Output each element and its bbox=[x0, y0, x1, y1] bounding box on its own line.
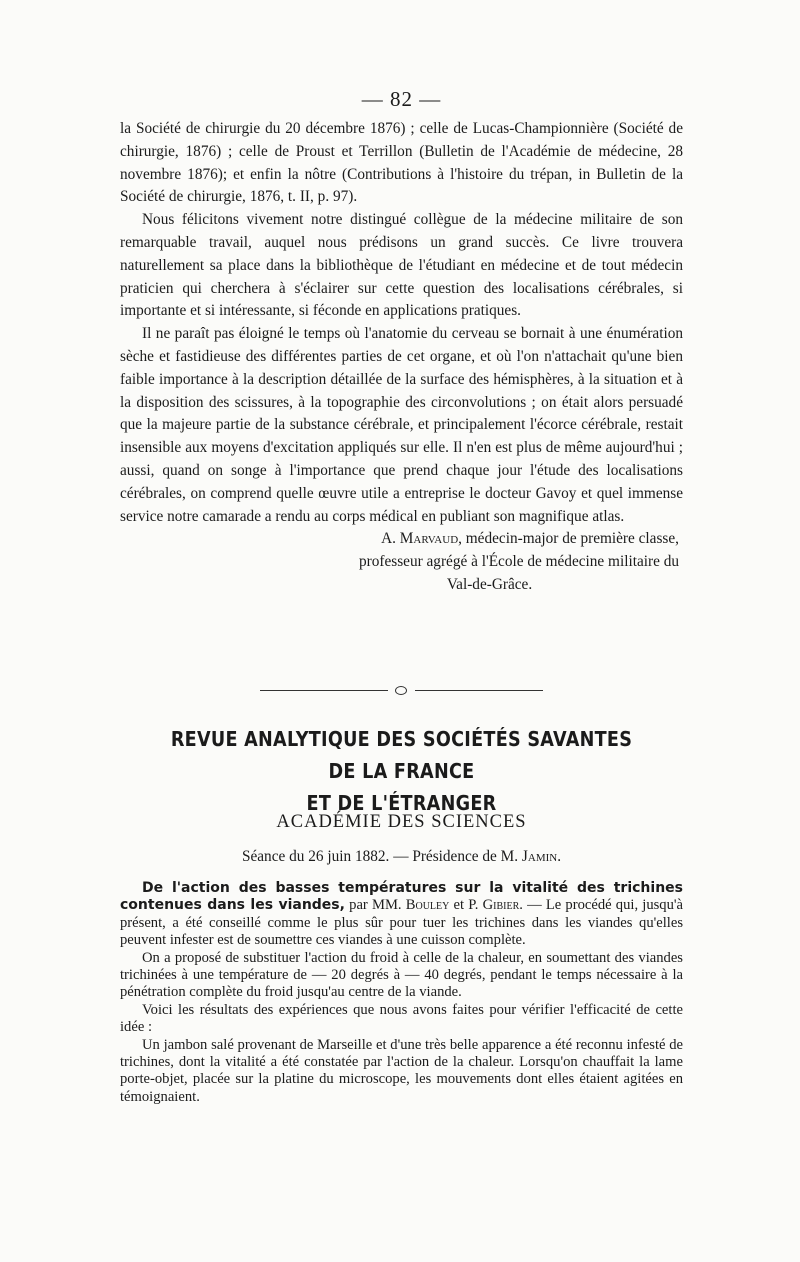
signature bbox=[120, 528, 683, 596]
paragraph: On a proposé de substituer l'action du froid à celle de la chaleur, en soumettant des viandes trichinées à une température de — 20 degrés à — 40 degrés, pendant le temps nécessaire à la pénétration complète du froid jusqu'au centre de la viande. bbox=[120, 949, 683, 1001]
president-name: Jamin. bbox=[521, 848, 562, 865]
paragraph: Voici les résultats des expériences que nous avons faites pour vérifier l'efficacité de cette idée : bbox=[120, 1001, 683, 1036]
academy-heading: ACADÉMIE DES SCIENCES bbox=[276, 812, 527, 832]
section-title: REVUE ANALYTIQUE DES SOCIÉTÉS SAVANTES DE LA FRANCE ET DE L'ÉTRANGER bbox=[170, 727, 633, 815]
paragraph: Il ne paraît pas éloigné le temps où l'anatomie du cerveau se bornait à une énumération sèche et fastidieuse des différentes parties de cet organe, et où l'on n'attachait qu'une bien faible importance à la description détaillée de la surface des hémisphères, à la situation et à la disposition des scissures, à la topographie des circonvolutions ; on était alors persuadé que la majeure partie de la substance cérébrale, et principalement l'écorce cérébrale, restait insensible aux moyens d'excitation appliqués sur elle. Il n'en est plus de même aujourd'hui ; aussi, quand on songe à l'importance que prend chaque jour l'étude des localisations cérébrales, on comprend quelle œuvre utile a entreprise le docteur Gavoy et quel immense service notre camarade a rendu au corps médical en publiant son magnifique atlas. bbox=[120, 325, 683, 525]
signature-line: Val-de-Grâce. bbox=[446, 575, 533, 593]
page-number: — 82 — bbox=[361, 87, 442, 111]
signature-line: professeur agrégé à l'École de médecine militaire du bbox=[358, 553, 679, 571]
author-name: Marvaud bbox=[399, 530, 459, 548]
session-line: Séance du 26 juin 1882. — Présidence de M. Jamin. bbox=[241, 848, 562, 865]
signature-line: A. Marvaud, médecin-major de première classe, bbox=[381, 530, 679, 548]
article-intro: De l'action des basses températures sur la vitalité des trichines contenues dans les viandes, par MM. Bouley et P. Gibier. — Le procédé qui, jusqu'à présent, a été conseillé comme le plus sûr pour tuer les trichines dans les viandes qu'elles peuvent infester est de soumettre ces viandes à une cuisson complète. bbox=[120, 880, 684, 949]
review-text bbox=[120, 118, 683, 597]
article-title: De l'action des basses températures sur la vitalité des trichines contenues dans les viandes, bbox=[120, 880, 683, 914]
article-text bbox=[120, 880, 683, 1106]
paragraph: Nous félicitons vivement notre distingué collègue de la médecine militaire de son remarquable travail, auquel nous prédisons un grand succès. Ce livre trouvera naturellement sa place dans la bibliothèque de l'étudiant en médecine et de tout médecin praticien qui cherchera à s'éclairer sur cette question des localisations cérébrales, si importante et si intéressante, si féconde en applications pratiques. bbox=[120, 211, 683, 320]
ornament-divider bbox=[260, 686, 543, 696]
paragraph: Un jambon salé provenant de Marseille et d'une très belle apparence a été reconnu infesté de trichines, dont la vitalité a été constatée par l'action de la chaleur. Lorsqu'on chauffait la lame porte-objet, placée sur la platine du microscope, les mouvements dont elles étaient agitées en témoignaient. bbox=[120, 1036, 683, 1105]
paragraph: la Société de chirurgie du 20 décembre 1876) ; celle de Lucas-Championnière (Société de chirurgie, 1876) ; celle de Proust et Terrillon (Bulletin de l'Académie de médecine, 28 novembre 1876); et enfin la nôtre (Contributions à l'histoire du trépan, in Bulletin de la Société de chirurgie, 1876, t. II, p. 97). bbox=[120, 120, 683, 206]
